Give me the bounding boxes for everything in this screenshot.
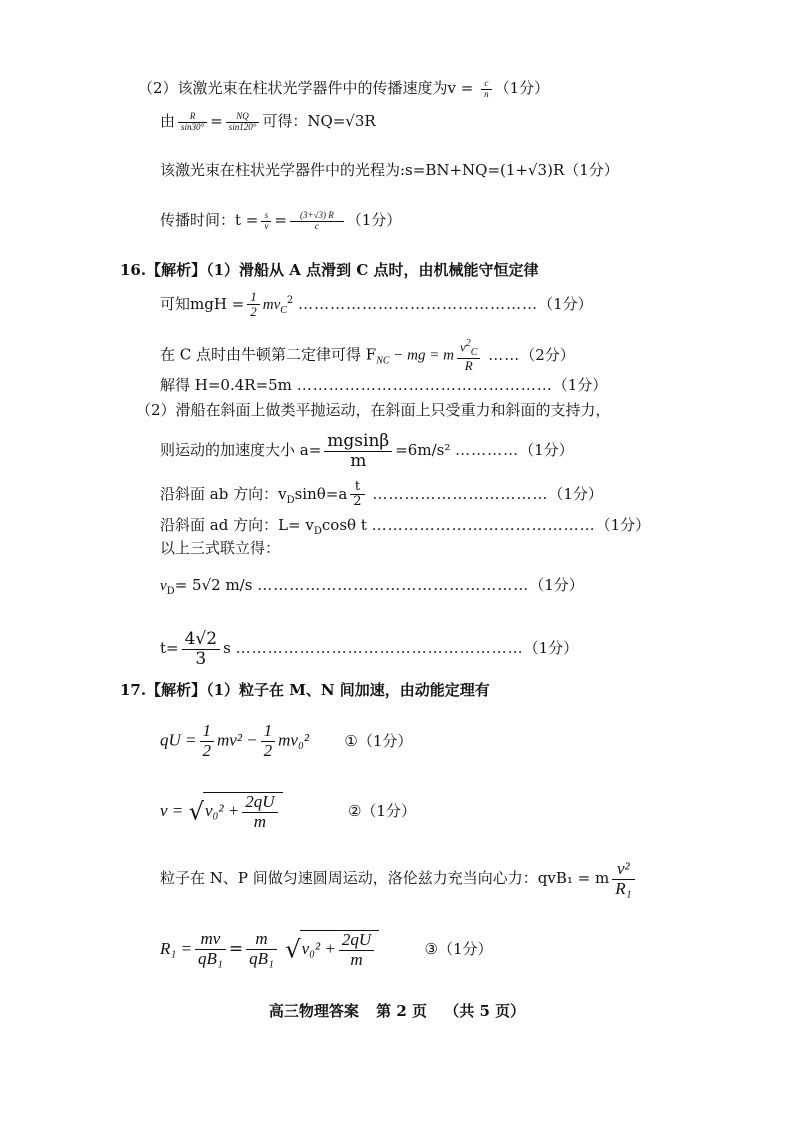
t-fraction: $\frac{4√2}{3}$ bbox=[182, 630, 220, 668]
vc2-over-r-fraction: $\frac{v^2_C}{R}$ bbox=[457, 338, 480, 373]
leader-dots: ……………………………………………… bbox=[235, 639, 524, 658]
propagation-time-line: 传播时间：t = $\frac{s}{v}$ = $\frac{(3+√3) R}{c}$ （1分） bbox=[160, 209, 402, 231]
speed-line: （2）该激光束在柱状光学器件中的传播速度为v = $\frac{c}{n}$ （1分） bbox=[138, 77, 550, 99]
q16-part2-intro: （2）滑船在斜面上做类平抛运动，在斜面上只受重力和斜面的支持力， bbox=[136, 401, 611, 419]
q17-energy-eq: qU = $\frac{1}{2}$ mv² − $\frac{1}{2}$ mv₀² ①（1分） bbox=[160, 721, 413, 760]
q16-result-h: 解得 H=0.4R=5m …………………………………………（1分） bbox=[160, 376, 608, 394]
v2-over-r1-fraction: $\frac{\text{v²}}{\text{R₁}}$ bbox=[612, 860, 634, 898]
sqrt-icon: √ bbox=[285, 935, 301, 964]
q17-lorentz-line: 粒子在 N、P 间做匀速圆周运动，洛伦兹力充当向心力：qvB₁ = m $\frac{\text{v²}}{\text{R₁}}$ bbox=[160, 860, 638, 898]
sqrt-body: v₀² + $\frac{2qU}{m}$ bbox=[300, 930, 380, 969]
mv-over-qb1-fraction: $\frac{mv}{\text{qB₁}}$ bbox=[195, 930, 226, 968]
page-footer bbox=[0, 1000, 794, 1021]
nq-line: 由 $\frac{R}{\sin 30^\circ}$ = $\frac{NQ}{\sin 120^\circ}$ 可得：NQ=√3R bbox=[160, 110, 376, 132]
sqrt-icon: √ bbox=[188, 797, 204, 826]
leader-dots: ………… bbox=[455, 441, 520, 460]
q16-t-result: t= $\frac{4√2}{3}$ s ………………………………………………（1分） bbox=[160, 629, 579, 669]
footer-total-pages: （共 5 页） bbox=[444, 1002, 526, 1020]
nq-over-sin120-fraction: $\frac{NQ}{\sin 120^\circ}$ bbox=[226, 112, 260, 133]
q16-vd-result: $v_D= 5√2$ m/s ……………………………………………（1分） bbox=[160, 576, 584, 597]
q16-header: 16.【解析】（1）滑船从 A 点滑到 C 点时，由机械能守恒定律 bbox=[120, 261, 539, 279]
q16-newton-eq: 在 C 点时由牛顿第二定律可得 $F_{NC}$ − mg = m $\frac{v^2_C}{R}$ ……（2分） bbox=[160, 338, 575, 373]
leader-dots: …………………………………… bbox=[371, 516, 596, 534]
2qu-over-m-fraction: $\frac{2qU}{m}$ bbox=[242, 793, 277, 831]
sqrt-body: v₀² + $\frac{2qU}{m}$ bbox=[203, 792, 283, 831]
leader-dots: ………………………………………… bbox=[296, 376, 553, 394]
m-over-qb1-fraction: $\frac{m}{\text{qB₁}}$ bbox=[246, 930, 277, 968]
time-fraction: $\frac{(3+√3) R}{c}$ bbox=[290, 211, 344, 232]
q17-velocity-eq: v = √v₀² + $\frac{2qU}{m}$ ②（1分） bbox=[160, 792, 416, 831]
q17-header: 17.【解析】（1）粒子在 M、N 间加速，由动能定理有 bbox=[120, 681, 490, 699]
accel-fraction: $\frac{mgsin\beta}{m}$ bbox=[324, 432, 392, 470]
t-over-2-fraction: $\frac{t}{2}$ bbox=[350, 480, 364, 510]
q16-ad-direction: 沿斜面 ad 方向：$L= v_D\cos\theta$ t ……………………………………（1分） bbox=[160, 516, 651, 537]
leader-dots: …………………………… bbox=[372, 484, 549, 503]
q17-radius-eq: R₁ = $\frac{mv}{\text{qB₁}}$ = $\frac{m}{\text{qB₁}}$ √v₀² + $\frac{2qU}{m}$ ③（1分） bbox=[160, 929, 493, 969]
q16-ab-direction: 沿斜面 ab 方向：$v_D\sin\theta=a$ $\frac{t}{2}$ ……………………………（1分） bbox=[160, 479, 603, 510]
s-over-v-fraction: $\frac{s}{v}$ bbox=[261, 211, 271, 232]
half-fraction-2: $\frac{1}{2}$ bbox=[261, 722, 276, 760]
2qu-over-m-fraction-2: $\frac{2qU}{m}$ bbox=[339, 931, 374, 969]
q16-energy-eq: 可知mgH = $\frac{1}{2}$ $mv_C^2$ ………………………………………（1分） bbox=[160, 289, 593, 320]
optical-path-line: 该激光束在柱状光学器件中的光程为:s=BN+NQ=(1+√3)R（1分） bbox=[160, 161, 619, 179]
c-over-n-fraction: $\frac{c}{n}$ bbox=[481, 79, 492, 100]
q16-combine-text: 以上三式联立得： bbox=[160, 539, 281, 557]
footer-page-number: 第 2 页 bbox=[376, 1002, 427, 1020]
half-fraction: $\frac{1}{2}$ bbox=[247, 290, 260, 320]
half-fraction-1: $\frac{1}{2}$ bbox=[200, 722, 215, 760]
leader-dots: …………………………………………… bbox=[257, 576, 530, 594]
r-over-sin30-fraction: $\frac{R}{\sin 30^\circ}$ bbox=[178, 112, 207, 133]
footer-title: 高三物理答案 bbox=[268, 1002, 359, 1020]
leader-dots: ……………………………………… bbox=[298, 294, 539, 313]
q16-acceleration-eq: 则运动的加速度大小 a= $\frac{mgsin\beta}{m}$ =6m/s² …………（1分） bbox=[160, 431, 574, 471]
leader-dots: …… bbox=[488, 345, 521, 364]
